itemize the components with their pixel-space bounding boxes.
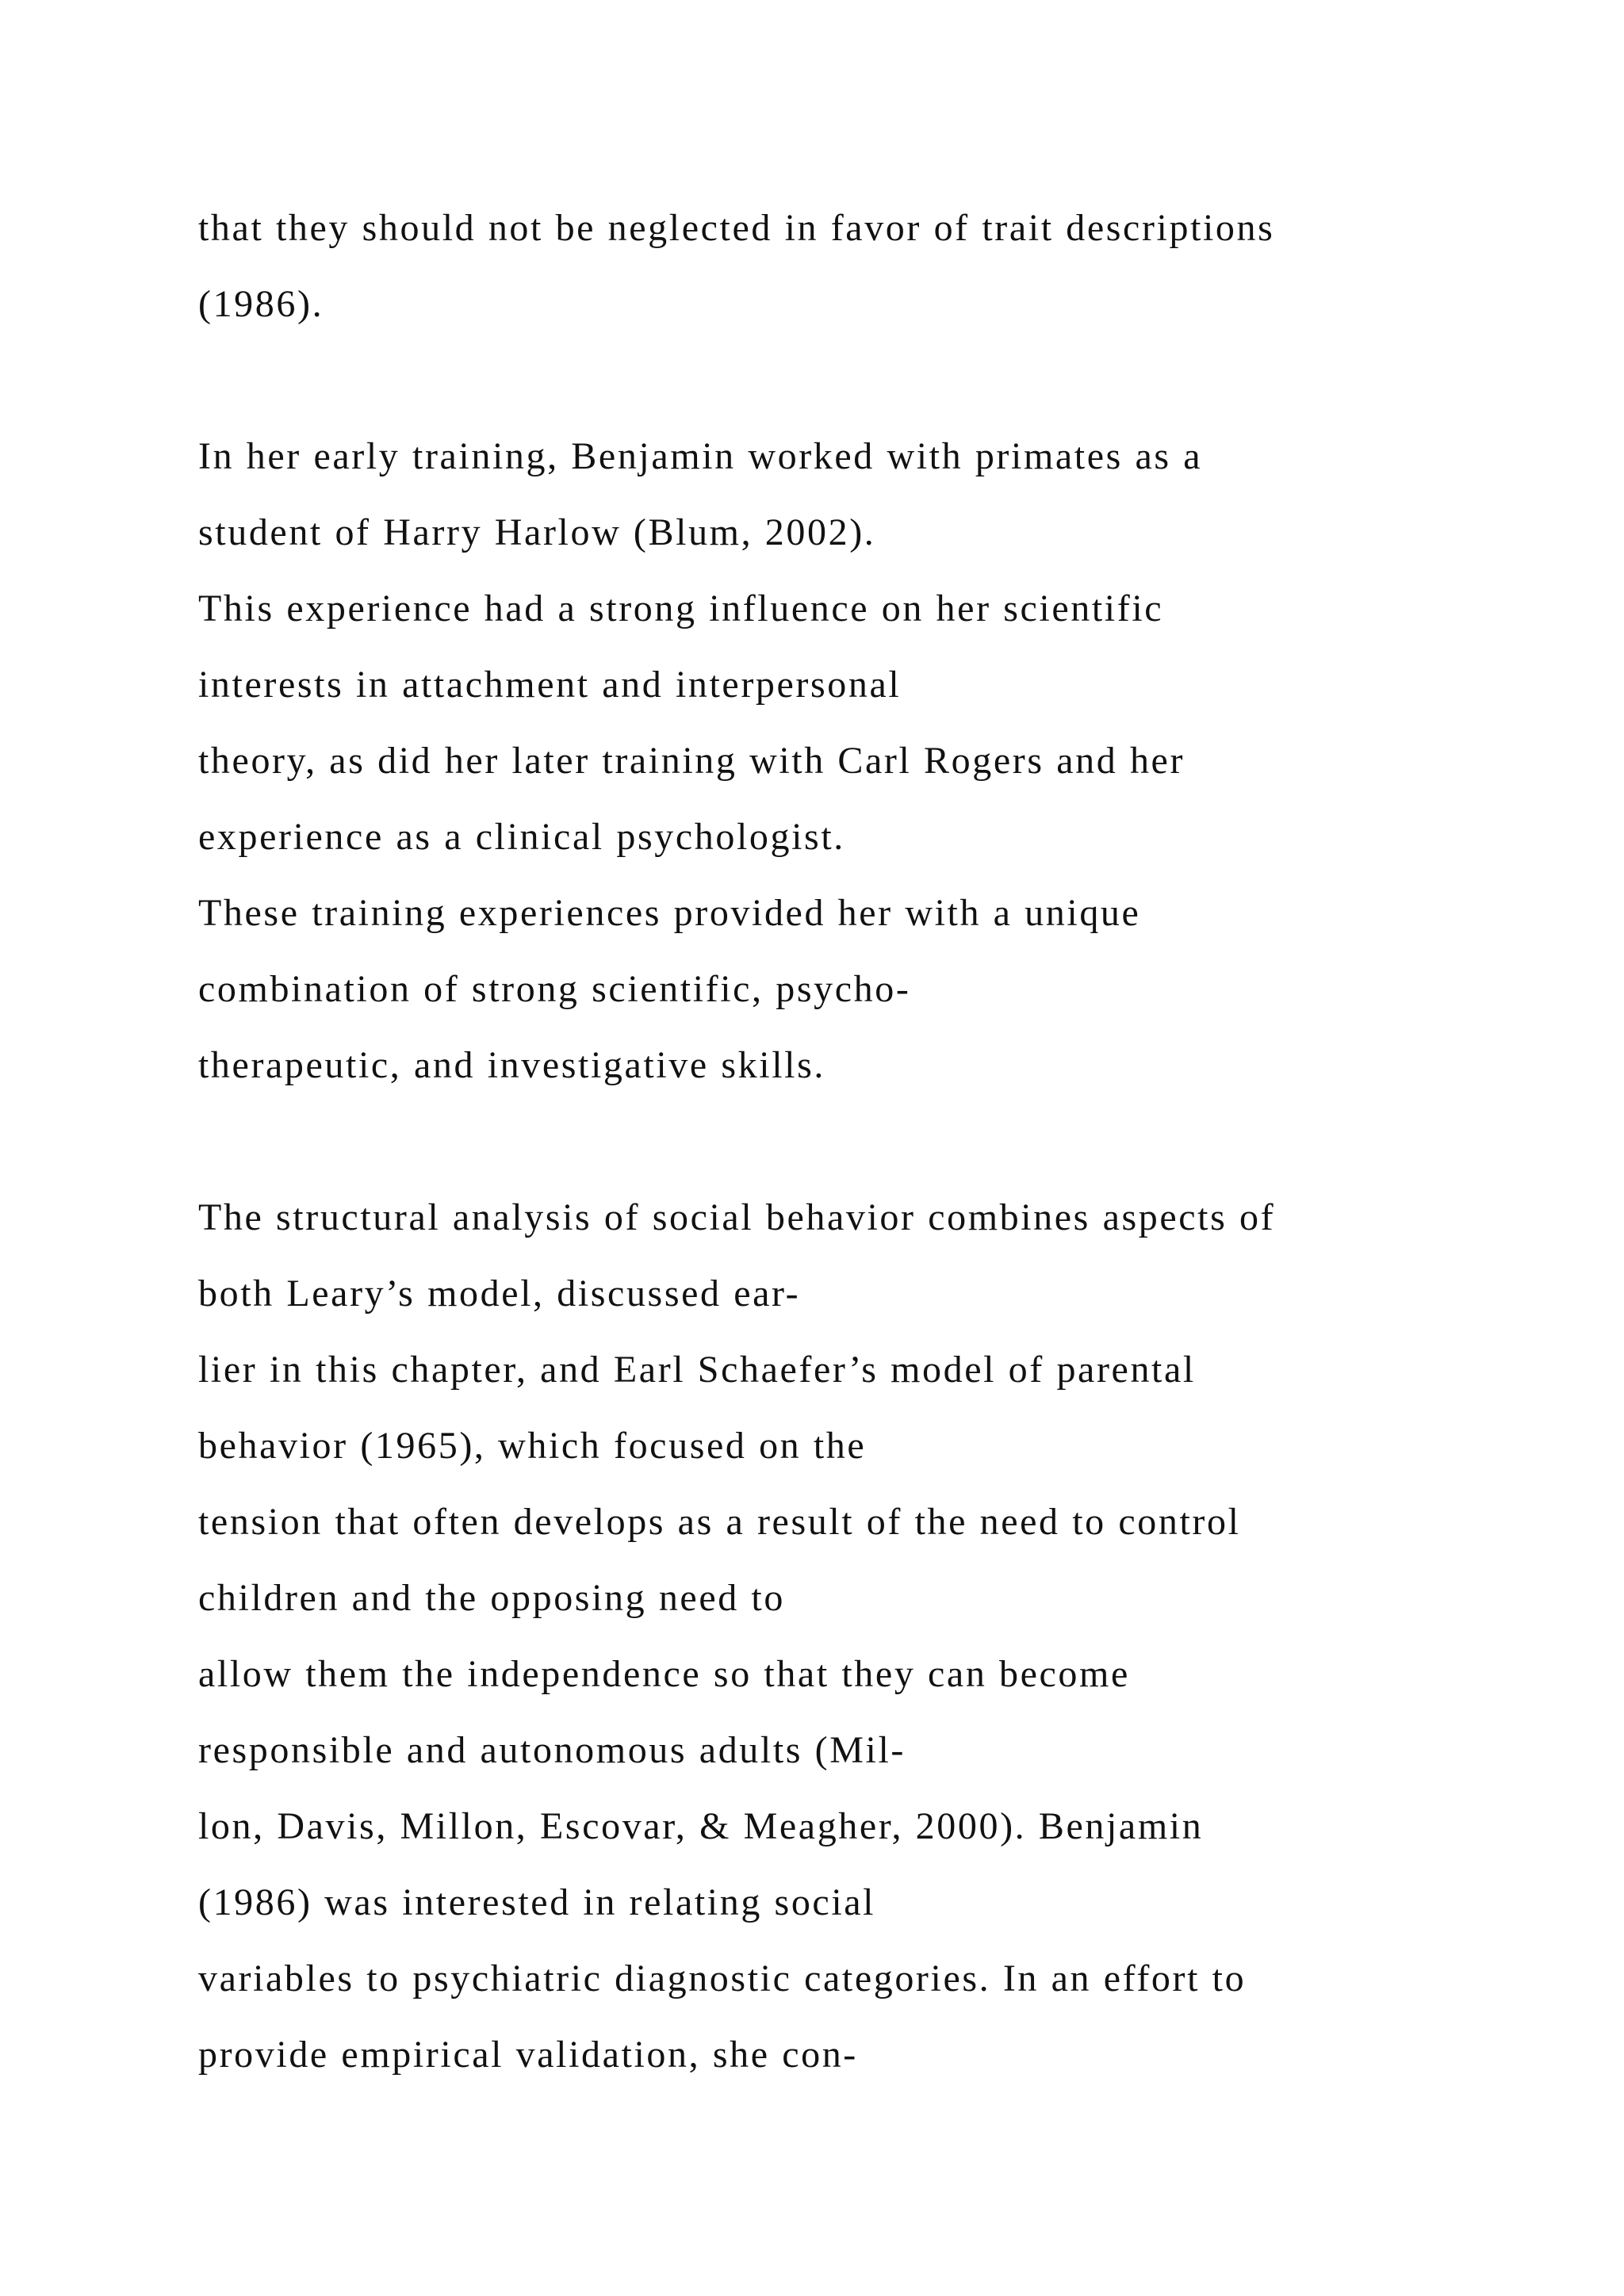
text-line: behavior (1965), which focused on the — [198, 1425, 867, 1467]
text-line: combination of strong scientific, psycho- — [198, 968, 911, 1010]
text-line: These training experiences provided her with a unique — [198, 892, 1141, 934]
text-line: responsible and autonomous adults (Mil- — [198, 1729, 906, 1771]
text-line: This experience had a strong influence on her scientific — [198, 587, 1164, 629]
text-line: both Leary’s model, discussed ear- — [198, 1272, 801, 1314]
text-line: (1986) was interested in relating social — [198, 1881, 876, 1923]
text-line: interests in attachment and interpersonal — [198, 664, 902, 706]
paragraph-spacer — [198, 342, 1562, 419]
text-line: tension that often develops as a result of the need to control — [198, 1501, 1241, 1543]
text-line: The structural analysis of social behavior combines aspects of — [198, 1196, 1276, 1238]
text-line: theory, as did her later training with Carl Rogers and her — [198, 740, 1185, 782]
paragraph-3 — [198, 1180, 1562, 2093]
text-line: lier in this chapter, and Earl Schaefer’s model of parental — [198, 1349, 1196, 1391]
text-line: (1986). — [198, 283, 324, 325]
text-line: therapeutic, and investigative skills. — [198, 1044, 825, 1086]
text-line: student of Harry Harlow (Blum, 2002). — [198, 511, 876, 553]
document-body — [198, 190, 1562, 2093]
paragraph-spacer — [198, 1104, 1562, 1180]
text-line: variables to psychiatric diagnostic categories. In an effort to — [198, 1957, 1247, 1999]
text-line: that they should not be neglected in favor of trait descriptions — [198, 207, 1275, 249]
paragraph-1 — [198, 190, 1562, 342]
text-line: allow them the independence so that they can become — [198, 1653, 1130, 1695]
paragraph-2 — [198, 419, 1562, 1104]
text-line: In her early training, Benjamin worked with primates as a — [198, 435, 1203, 477]
text-line: children and the opposing need to — [198, 1577, 785, 1619]
text-line: experience as a clinical psychologist. — [198, 816, 845, 858]
text-line: provide empirical validation, she con- — [198, 2034, 858, 2076]
text-line: lon, Davis, Millon, Escovar, & Meagher, 2000). Benjamin — [198, 1805, 1204, 1847]
